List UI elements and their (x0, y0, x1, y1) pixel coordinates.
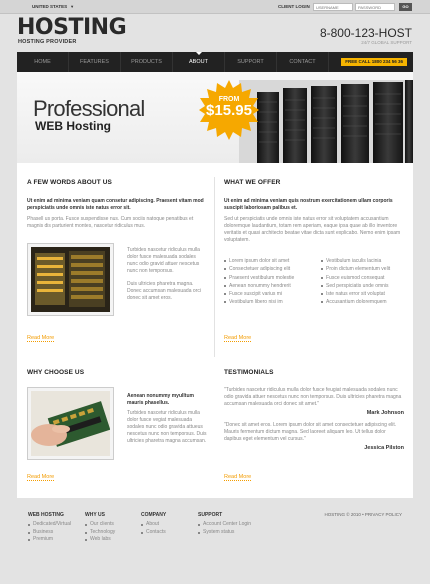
price-badge-price: $15.95 (206, 102, 252, 119)
main-nav (17, 52, 413, 72)
footer-col-web-hosting (28, 512, 71, 544)
list-item: Iste natus error sit voluptat (321, 290, 411, 298)
about-side-text-1: Turbides nascetur ridiculus mulla dolor fusce malesuada sodales nunc odio gravid attuer nescetus nunc non temporsus. (127, 247, 200, 274)
nav-item-about[interactable]: ABOUT (173, 52, 225, 72)
footer-col-support (198, 512, 251, 536)
testimonials-readmore-wrap (224, 474, 251, 480)
list-item: Aenean nonummy hendrerit (224, 282, 314, 290)
banner-title: Professional (33, 96, 145, 121)
footer-link[interactable]: Technology (85, 529, 115, 537)
logo-subtitle: HOSTING PROVIDER (18, 39, 77, 45)
top-bar (0, 0, 430, 14)
footer (0, 498, 430, 584)
datacenter-photo (27, 243, 114, 316)
footer-link[interactable]: Premium (28, 536, 71, 544)
footer-col-company (141, 512, 166, 536)
price-badge (199, 96, 259, 118)
offer-read-more-link[interactable]: Read More (224, 335, 252, 341)
footer-link[interactable]: Account Center Login (198, 521, 251, 529)
about-side-text-2: Duis ultricies pharetra magna. Donec accumsan malesuada orci donec sit amet eros. (127, 281, 201, 301)
list-item: Sed perspiciatis unde omnis (321, 282, 411, 290)
testimonials-read-more-link[interactable]: Read More (224, 474, 252, 480)
why-side-text (127, 393, 209, 445)
about-lead: Ut enim ad minima veniam quam consetur adipiscing. Praesent vitam mod perspiciatis unde omnis iste natus error sit. (27, 198, 204, 211)
list-item: Fusce suscipit varius mi (224, 290, 314, 298)
offer-title: WHAT WE OFFER (224, 179, 281, 186)
footer-link[interactable]: Business (28, 529, 71, 537)
footer-col-title: WHY US (85, 512, 105, 518)
nav-item-support[interactable]: SUPPORT (225, 52, 277, 72)
nav-item-home[interactable]: HOME (17, 52, 69, 72)
testimonials-section (224, 369, 404, 451)
hero-banner (17, 72, 413, 163)
testimonial-author-1: Mark Johnson (366, 410, 404, 416)
banner-subtitle: WEB Hosting (35, 119, 111, 133)
nav-item-products[interactable]: PRODUCTS (121, 52, 173, 72)
client-login-label: CLIENT LOGIN (278, 4, 310, 9)
nav-item-contact[interactable]: CONTACT (277, 52, 329, 72)
testimonial-quote-2: "Donec sit amet eros. Lorem ipsum dolor sit amet consectetuer adipiscing elit. Mauris fermentum dictum magna. Sed laoreet aliquam leo. Ut tellus dolor dapibus eget elementum vel cursus." (224, 422, 397, 442)
why-read-more-link[interactable]: Read More (27, 474, 55, 480)
why-readmore-wrap (27, 474, 54, 480)
testimonial-author-2: Jessica Pilston (364, 445, 404, 451)
list-item: Accusantium doloremquem (321, 298, 411, 306)
password-input[interactable] (355, 3, 395, 11)
footer-link[interactable]: Our clients (85, 521, 115, 529)
list-item: Proin dictum elementum velit (321, 265, 411, 273)
about-side-text (127, 247, 205, 302)
why-section (27, 369, 207, 376)
login-go-button[interactable]: GO (399, 3, 412, 11)
offer-section (224, 179, 404, 244)
footer-col-title: COMPANY (141, 512, 167, 518)
footer-link[interactable]: Contacts (141, 529, 166, 537)
about-readmore-wrap (27, 335, 54, 341)
why-lead: Aenean nonummy myulltum mauris phasellus. (127, 393, 194, 406)
list-item: Fusce euismod consequat (321, 274, 411, 282)
list-item: Consectetuer adipiscing elit (224, 265, 314, 273)
footer-link[interactable]: System status (198, 529, 251, 537)
footer-link[interactable]: About (141, 521, 166, 529)
about-read-more-link[interactable]: Read More (27, 335, 55, 341)
footer-col-why-us (85, 512, 115, 544)
offer-text: Sed ut perspiciatis unde omnis iste natus error sit voluptatem accusantium doloremque laudantium, totam rem aperiam, eaque ipsa quae ab illo inventore veritatis et quasi architecto beatae vitae dicta sunt explicabo. Nemo enim ipsam voluptatem. (224, 216, 401, 243)
testimonials-title: TESTIMONIALS (224, 369, 274, 376)
footer-link[interactable]: Dedicated/Virtual (28, 521, 71, 529)
why-text: Turbides nascetur ridiculus mulla dolor fusce vegiat malesuada sodales nunc odio gravida attueus nescetus nunc non temporsus. Duis ultricies pharetra magna accumsan. (127, 410, 207, 444)
country-label: UNITED STATES (32, 4, 68, 9)
footer-col-title: SUPPORT (198, 512, 223, 518)
nav-item-features[interactable]: FEATURES (69, 52, 121, 72)
testimonial-quote-1: "Turbides nascetur ridiculus mulla dolor fusce feugiat malesuada sodales nunc odio gravida attuer nescetus nunc non temporsus. Duis ultricies pharetra magna accumsan malesuada orci donec sit amet." (224, 387, 402, 407)
about-title: A FEW WORDS ABOUT US (27, 179, 112, 186)
hardware-photo (27, 387, 114, 460)
price-badge-from: FROM (218, 96, 240, 103)
phone-subtitle: 24/7 GLOBAL SUPPORT (361, 40, 412, 45)
about-section (27, 179, 207, 230)
offer-lead: Ut enim ad minima veniam quis nostrum exercitationem ullam corporis suscipit laboriosam palibus et. (224, 198, 393, 211)
column-divider (214, 177, 215, 357)
username-input[interactable] (313, 3, 353, 11)
phone-number: 8-800-123-HOST (319, 26, 412, 40)
list-item: Lorem ipsum dolor sit amet (224, 257, 314, 265)
about-text: Phasell us porta. Fusce suspendisse nus. Cum sociis natoque penatibus et magnis dis parturient montes, nascetur ridiculus mus. (27, 216, 194, 229)
free-call-badge: FREE CALL 1800 234 56 36 (341, 58, 407, 66)
list-item: Praesent vestibulum molestie (224, 274, 314, 282)
footer-link[interactable]: Web labs (85, 536, 115, 544)
offer-list-left (224, 257, 314, 307)
list-item: Vestibulum libero nisi im (224, 298, 314, 306)
list-item: Vestibulum iaculis lacinia (321, 257, 411, 265)
why-title: WHY CHOOSE US (27, 369, 85, 376)
footer-col-title: WEB HOSTING (28, 512, 64, 518)
server-rack-image (239, 80, 413, 163)
offer-list-right (321, 257, 411, 307)
chevron-down-icon: ▼ (70, 4, 75, 9)
offer-readmore-wrap (224, 335, 251, 341)
logo[interactable]: HOSTING (17, 15, 127, 40)
copyright[interactable]: HOSTING © 2010 • PRIVACY POLICY (324, 512, 402, 517)
main-content (17, 163, 413, 498)
country-selector[interactable] (32, 4, 74, 9)
